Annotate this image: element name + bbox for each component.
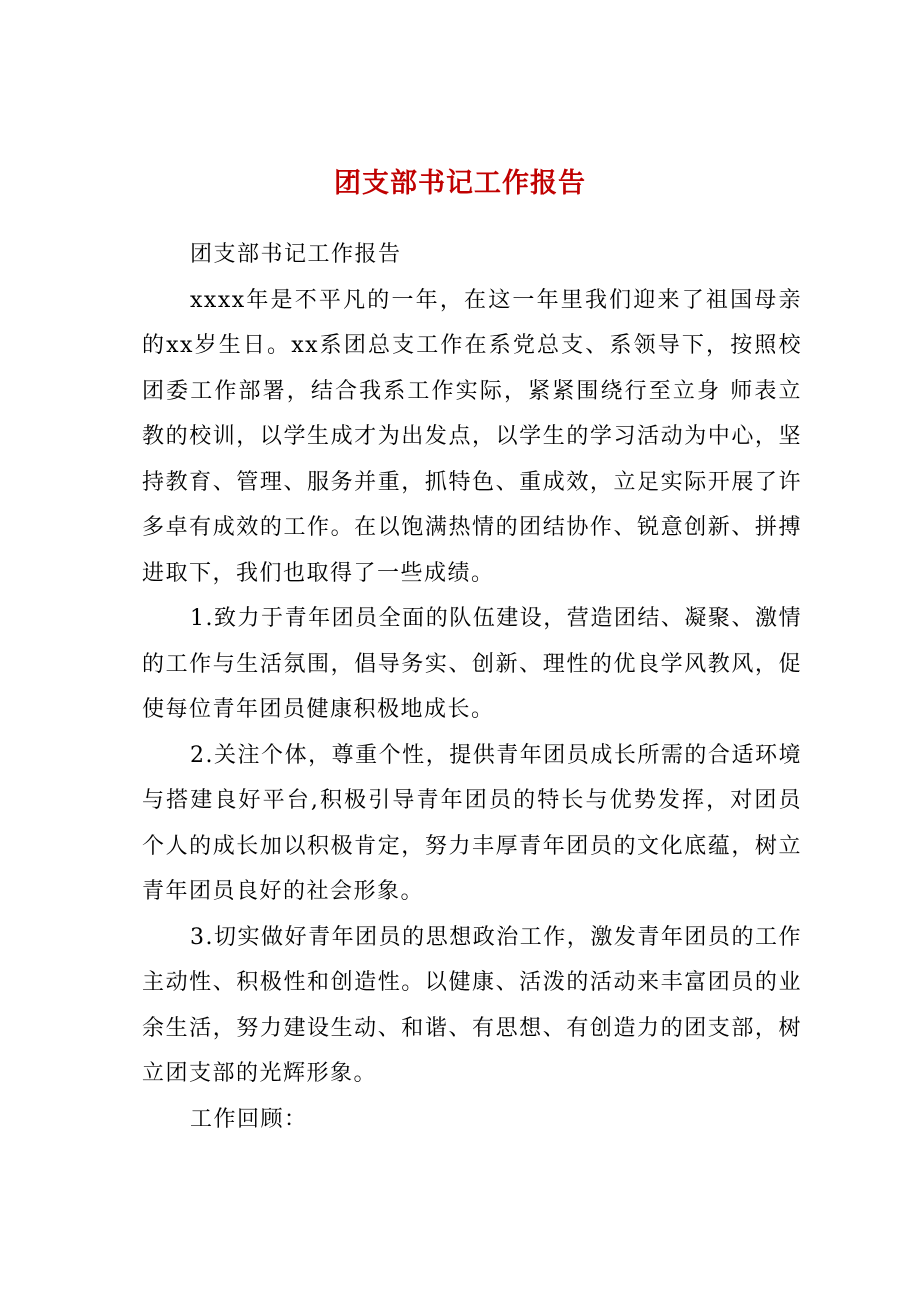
document-title: 团支部书记工作报告 [334,168,586,199]
paragraph-subtitle: 团支部书记工作报告 [190,242,402,267]
paragraph-intro: xxxx年是不平凡的一年，在这一年里我们迎来了祖国母亲的xx岁生日。xx系团总支工作在系党总支、系领导下，按照校团委工作部署，结合我系工作实际，紧紧围绕行至立身 师表立教的校训，以学生成才为出发点，以学生的学习活动为中心，坚持教育、管理、服务并重，抓特色、重成效，立足实际开展了许多卓有成效的工作。在以饱满热情的团结协作、锐意创新、拼搏进取下，我们也取得了一些成绩。 [142,287,802,586]
paragraph-item-2: 2.关注个体，尊重个性，提供青年团员成长所需的合适环境与搭建良好平台,积极引导青年团员的特长与优势发挥，对团员个人的成长加以积极肯定，努力丰厚青年团员的文化底蕴，树立青年团员良好的社会形象。 [142,742,802,904]
paragraph-item-3: 3.切实做好青年团员的思想政治工作，激发青年团员的工作主动性、积极性和创造性。以健康、活泼的活动来丰富团员的业余生活，努力建设生动、和谐、有思想、有创造力的团支部，树立团支部的光辉形象。 [142,924,802,1086]
document-body [142,232,802,1142]
paragraph-item-1: 1.致力于青年团员全面的队伍建设，营造团结、凝聚、激情的工作与生活氛围，倡导务实、创新、理性的优良学风教风，促使每位青年团员健康积极地成长。 [142,606,802,722]
paragraph-review-heading: 工作回顾： [190,1106,308,1132]
